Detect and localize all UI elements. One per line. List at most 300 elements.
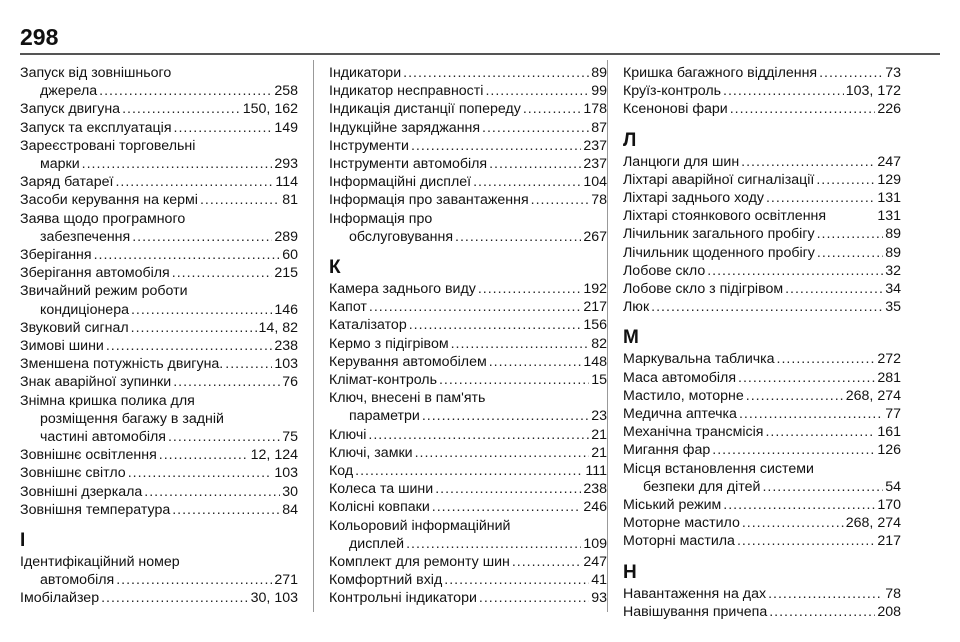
index-entry	[623, 532, 901, 550]
page-reference: 111	[585, 463, 607, 480]
entry-term: Зберігання автомобіля	[20, 265, 170, 282]
entry-term: Кольоровий інформаційний	[329, 517, 511, 534]
entry-term: Звичайний режим роботи	[20, 283, 188, 300]
entry-term: Ключі, замки	[329, 444, 413, 461]
section-letter: Н	[623, 561, 637, 583]
entry-term-continuation: обслуговування	[349, 228, 454, 245]
index-entry	[329, 480, 607, 498]
entry-term: Засоби керування на кермі	[20, 192, 198, 209]
dot-leader	[746, 387, 844, 405]
dot-leader	[444, 571, 589, 589]
index-entry	[623, 369, 901, 387]
index-entry	[623, 387, 901, 405]
page-reference: 146	[274, 301, 298, 318]
page-reference: 237	[583, 137, 607, 154]
page-reference: 93	[591, 590, 607, 607]
index-entry	[329, 316, 607, 334]
entry-term-continuation: автомобіля	[40, 572, 115, 589]
dot-leader	[144, 483, 280, 501]
page-reference: 247	[583, 554, 607, 571]
index-entry	[329, 119, 607, 137]
dot-leader	[762, 478, 883, 496]
entry-term: Зимові шини	[20, 338, 104, 355]
index-entry	[20, 137, 298, 173]
dot-leader	[741, 153, 875, 171]
index-entry	[329, 280, 607, 298]
page-reference: 89	[885, 226, 901, 243]
page-reference: 131	[877, 208, 901, 225]
entry-term: Ідентифікаційний номер	[20, 554, 180, 571]
dot-leader	[765, 423, 875, 441]
entry-term: Міський режим	[623, 497, 722, 514]
section-letter: Л	[623, 129, 637, 151]
index-entry	[329, 155, 607, 173]
entry-term: Зовнішнє освітлення	[20, 447, 157, 464]
dot-leader	[101, 589, 249, 607]
page-reference: 76	[282, 374, 298, 391]
dot-leader	[723, 496, 875, 514]
entry-term-continuation: безпеки для дітей	[643, 478, 761, 495]
page-reference: 170	[877, 497, 901, 514]
dot-leader	[478, 280, 581, 298]
index-entry	[20, 191, 298, 209]
entry-term: Зовнішні дзеркала	[20, 483, 143, 500]
page-reference: 73	[885, 65, 901, 81]
page-reference: 82	[591, 335, 607, 352]
section-letter: К	[329, 257, 341, 279]
page-reference: 84	[282, 501, 298, 518]
page-reference: 109	[583, 535, 607, 552]
dot-leader	[473, 173, 581, 191]
index-entry	[20, 119, 298, 137]
index-entry	[329, 462, 607, 480]
dot-leader	[172, 501, 280, 519]
page-reference: 104	[583, 174, 607, 191]
entry-term: Лобове скло	[623, 262, 706, 279]
page-reference: 103, 172	[845, 83, 901, 100]
index-entry	[329, 210, 607, 246]
page-reference: 192	[583, 281, 607, 298]
entry-term: Ключ, внесені в пам'ять	[329, 390, 486, 407]
header-rule	[20, 53, 940, 55]
page-reference: 161	[877, 424, 901, 441]
page-reference: 114	[275, 174, 298, 191]
page-reference: 34	[885, 281, 901, 298]
index-entry	[623, 585, 901, 603]
page-reference: 246	[583, 499, 607, 516]
index-entry	[20, 337, 298, 355]
index-entry	[329, 571, 607, 589]
index-entry	[20, 64, 298, 100]
dot-leader	[816, 171, 875, 189]
entry-term: Запуск та експлуатація	[20, 119, 172, 136]
index-entry	[623, 225, 901, 243]
dot-leader	[479, 589, 589, 607]
dot-leader	[415, 444, 590, 462]
dot-leader	[451, 335, 590, 353]
column-divider	[313, 60, 314, 612]
column-divider	[607, 60, 608, 612]
index-entry	[329, 100, 607, 118]
index-entry	[329, 498, 607, 516]
entry-term: Інструменти автомобіля	[329, 156, 488, 173]
entry-term: Мигання фар	[623, 442, 711, 459]
page-reference: 21	[591, 444, 607, 461]
page-reference: 215	[274, 265, 298, 282]
entry-term: Звуковий сигнал	[20, 319, 129, 336]
index-entry	[20, 282, 298, 318]
entry-term: Кришка багажного відділення	[623, 65, 818, 81]
entry-term-continuation: забезпечення	[40, 228, 131, 245]
page-reference: 208	[877, 603, 901, 620]
page-reference: 150, 162	[242, 101, 298, 118]
entry-term: Кермо з підігрівом	[329, 335, 449, 352]
dot-leader	[819, 64, 883, 82]
dot-leader	[742, 514, 844, 532]
index-entry	[329, 64, 607, 82]
page-reference: 129	[877, 171, 901, 188]
entry-term: Ліхтарі стоянкового освітлення	[623, 208, 827, 225]
dot-leader	[769, 603, 875, 621]
index-entry	[329, 191, 607, 209]
dot-leader	[489, 353, 582, 371]
index-entry	[623, 514, 901, 532]
index-entry	[623, 441, 901, 459]
dot-leader	[439, 371, 589, 389]
entry-term: Зовнішнє світло	[20, 465, 126, 482]
entry-term: Моторне мастило	[623, 515, 740, 532]
index-entry	[329, 353, 607, 371]
index-entry	[329, 553, 607, 571]
page-reference: 131	[877, 190, 901, 207]
index-entry	[623, 82, 901, 100]
page-reference: 77	[885, 406, 901, 423]
dot-leader	[651, 298, 883, 316]
entry-term: Інформаційні дисплеї	[329, 174, 472, 191]
page-reference: 103	[274, 356, 298, 373]
dot-leader	[817, 244, 883, 262]
index-entry	[20, 355, 298, 373]
dot-leader	[406, 535, 581, 553]
page-reference: 217	[583, 299, 607, 316]
index-entry	[329, 335, 607, 353]
dot-leader	[115, 173, 273, 191]
page-reference: 268, 274	[845, 387, 901, 404]
dot-leader	[523, 100, 582, 118]
entry-term: Індикація дистанції попереду	[329, 101, 521, 118]
entry-term: Лічильник загального пробігу	[623, 226, 815, 243]
entry-term: Індикатор несправності	[329, 83, 484, 100]
entry-term-continuation: розміщення багажу в задній	[40, 410, 224, 427]
index-entry	[20, 464, 298, 482]
entry-term: Лобове скло з підігрівом	[623, 281, 784, 298]
page-reference: 258	[274, 83, 298, 100]
page-reference: 14, 82	[258, 319, 298, 336]
page-reference: 226	[877, 101, 901, 118]
page-reference: 81	[282, 192, 298, 209]
entry-term: Керування автомобілем	[329, 353, 487, 370]
dot-leader	[94, 246, 281, 264]
index-entry	[623, 189, 901, 207]
page-reference: 149	[274, 119, 298, 136]
page-reference: 21	[591, 426, 607, 443]
index-entry	[329, 426, 607, 444]
entry-term: Комплект для ремонту шин	[329, 554, 510, 571]
dot-leader	[766, 189, 875, 207]
page-reference: 87	[591, 119, 607, 136]
dot-leader	[116, 571, 272, 589]
index-entry	[329, 82, 607, 100]
entry-term: Навішування причепа	[623, 603, 768, 620]
entry-term: Ланцюги для шин	[623, 153, 740, 170]
entry-term: Імобілайзер	[20, 590, 100, 607]
dot-leader	[723, 82, 844, 100]
dot-leader	[730, 100, 876, 118]
index-entry	[20, 264, 298, 282]
index-entry	[20, 319, 298, 337]
index-entry	[329, 444, 607, 462]
entry-term: Механічна трансмісія	[623, 424, 764, 441]
page-reference: 23	[591, 408, 607, 425]
entry-term: Зареєстровані торговельні	[20, 137, 196, 154]
entry-term: Клімат-контроль	[329, 372, 437, 389]
entry-term: Люк	[623, 299, 650, 316]
entry-term: Місця встановлення системи	[623, 460, 814, 477]
dot-leader	[128, 464, 273, 482]
page-reference: 237	[583, 156, 607, 173]
dot-leader	[368, 426, 589, 444]
index-entry	[20, 100, 298, 118]
dot-leader	[432, 498, 582, 516]
entry-term-continuation: дисплей	[349, 535, 405, 552]
index-entry	[329, 371, 607, 389]
page-reference: 41	[591, 572, 607, 589]
dot-leader	[174, 119, 273, 137]
index-entry	[623, 280, 901, 298]
dot-leader	[737, 532, 875, 550]
page-reference: 148	[583, 353, 607, 370]
page-reference: 271	[274, 572, 298, 589]
index-entry	[623, 298, 901, 316]
entry-term-continuation: параметри	[349, 408, 420, 425]
dot-leader	[168, 428, 280, 446]
entry-term: Лічильник щоденного пробігу	[623, 244, 815, 261]
index-entry	[20, 501, 298, 519]
dot-leader	[131, 301, 272, 319]
dot-leader	[411, 137, 581, 155]
page-reference: 75	[282, 429, 298, 446]
page-reference: 126	[877, 442, 901, 459]
page-reference: 217	[877, 533, 901, 550]
page-reference: 30, 103	[250, 590, 298, 607]
index-entry	[623, 405, 901, 423]
entry-term: Ліхтарі заднього ходу	[623, 190, 764, 207]
dot-leader	[422, 407, 589, 425]
entry-term: Камера заднього виду	[329, 281, 476, 298]
entry-term: Навантаження на дах	[623, 585, 767, 602]
index-entry	[623, 171, 901, 189]
dot-leader	[435, 480, 581, 498]
dot-leader	[159, 446, 249, 464]
entry-term: Медична аптечка	[623, 406, 737, 423]
dot-leader	[739, 405, 883, 423]
page-reference: 15	[591, 372, 607, 389]
dot-leader	[712, 441, 875, 459]
index-entry	[623, 603, 901, 621]
page-reference: 32	[885, 262, 901, 279]
entry-term: Заряд батареї	[20, 174, 114, 191]
entry-term-continuation: марки	[40, 156, 80, 173]
index-entry	[623, 423, 901, 441]
page-reference: 289	[274, 228, 298, 245]
index-entry	[20, 173, 298, 191]
page-reference: 178	[583, 101, 607, 118]
entry-term: Маса автомобіля	[623, 369, 737, 386]
index-entry	[20, 246, 298, 264]
dot-leader	[355, 462, 583, 480]
entry-term: Мастило, моторне	[623, 387, 744, 404]
page-reference: 156	[583, 317, 607, 334]
page-reference: 267	[583, 228, 607, 245]
index-column-1	[20, 64, 298, 608]
entry-term: Інформація про	[329, 210, 433, 227]
index-entry	[623, 350, 901, 368]
page-reference: 238	[583, 481, 607, 498]
dot-leader	[172, 264, 273, 282]
index-column-3	[623, 64, 901, 621]
index-entry	[623, 100, 901, 118]
dot-leader	[409, 316, 582, 334]
entry-term: Моторні мастила	[623, 533, 735, 550]
entry-term: Знімна кришка полика для	[20, 392, 195, 409]
dot-leader	[489, 155, 581, 173]
index-entry	[20, 483, 298, 501]
dot-leader	[738, 369, 875, 387]
entry-term: Запуск від зовнішнього	[20, 65, 172, 81]
entry-term-continuation: джерела	[40, 83, 98, 100]
page-reference: 247	[877, 153, 901, 170]
entry-term: Капот	[329, 299, 367, 316]
index-entry	[20, 446, 298, 464]
dot-leader	[455, 228, 581, 246]
entry-term: Зовнішня температура	[20, 501, 171, 518]
entry-term: Інструменти	[329, 137, 409, 154]
entry-term: Код	[329, 463, 354, 480]
page-reference: 281	[877, 369, 901, 386]
index-entry	[329, 137, 607, 155]
dot-leader	[531, 191, 590, 209]
index-column-2	[329, 64, 607, 608]
dot-leader	[403, 64, 589, 82]
page-reference: 30	[282, 483, 298, 500]
index-entry	[329, 589, 607, 607]
index-entry	[623, 262, 901, 280]
entry-term: Маркувальна табличка	[623, 351, 775, 368]
dot-leader	[82, 155, 273, 173]
index-entry	[623, 496, 901, 514]
entry-term-continuation: кондиціонера	[40, 301, 129, 318]
page-reference: 12, 124	[250, 447, 298, 464]
dot-leader	[132, 228, 272, 246]
page-reference: 35	[885, 299, 901, 316]
section-letter: М	[623, 327, 639, 349]
entry-term: Знак аварійної зупинки	[20, 374, 172, 391]
dot-leader	[777, 350, 876, 368]
index-entry	[20, 589, 298, 607]
index-entry	[20, 373, 298, 391]
dot-leader	[225, 355, 272, 373]
entry-term: Колеса та шини	[329, 481, 434, 498]
entry-term: Комфортний вхід	[329, 572, 443, 589]
dot-leader	[707, 262, 883, 280]
entry-term: Заява щодо програмного	[20, 210, 186, 227]
page-reference: 293	[274, 156, 298, 173]
entry-term: Каталізатор	[329, 317, 407, 334]
index-entry	[329, 517, 607, 553]
entry-term: Круїз-контроль	[623, 83, 721, 100]
page-reference: 54	[885, 478, 901, 495]
dot-leader	[122, 100, 241, 118]
entry-term: Ксенонові фари	[623, 101, 728, 118]
page-number: 298	[20, 24, 59, 50]
entry-term: Зменшена потужність двигуна.	[20, 356, 224, 373]
page-reference: 60	[282, 247, 298, 264]
index-entry	[329, 298, 607, 316]
index-entry	[329, 173, 607, 191]
entry-term: Ключі	[329, 426, 367, 443]
page-reference: 268, 274	[845, 515, 901, 532]
index-entry	[20, 553, 298, 589]
entry-term: Колісні ковпаки	[329, 499, 430, 516]
dot-leader	[200, 191, 280, 209]
index-entry	[623, 207, 901, 225]
dot-leader	[106, 337, 272, 355]
page-reference: 272	[877, 351, 901, 368]
page-reference: 89	[885, 244, 901, 261]
dot-leader	[817, 225, 884, 243]
dot-leader	[485, 82, 589, 100]
index-entry	[623, 153, 901, 171]
entry-term-continuation: частині автомобіля	[40, 429, 166, 446]
entry-term: Індукційне заряджання	[329, 119, 481, 136]
dot-leader	[99, 82, 272, 100]
dot-leader	[173, 373, 280, 391]
page-reference: 78	[885, 585, 901, 602]
page-reference: 238	[274, 338, 298, 355]
dot-leader	[512, 553, 581, 571]
entry-term: Запуск двигуна	[20, 101, 121, 118]
dot-leader	[369, 298, 581, 316]
page-reference: 99	[591, 83, 607, 100]
entry-term: Зберігання	[20, 247, 92, 264]
dot-leader	[768, 585, 883, 603]
page-reference: 89	[591, 65, 607, 81]
index-entry	[623, 244, 901, 262]
entry-term: Інформація про завантаження	[329, 192, 529, 209]
entry-term: Ліхтарі аварійної сигналізації	[623, 171, 815, 188]
index-entry	[329, 389, 607, 425]
dot-leader	[785, 280, 883, 298]
index-entry	[623, 64, 901, 82]
page-reference: 78	[591, 192, 607, 209]
dot-leader	[482, 119, 589, 137]
index-entry	[20, 210, 298, 246]
entry-term: Індикатори	[329, 65, 402, 81]
index-entry	[623, 460, 901, 496]
section-letter: І	[20, 530, 26, 552]
index-entry	[20, 392, 298, 447]
page-reference: 103	[274, 465, 298, 482]
